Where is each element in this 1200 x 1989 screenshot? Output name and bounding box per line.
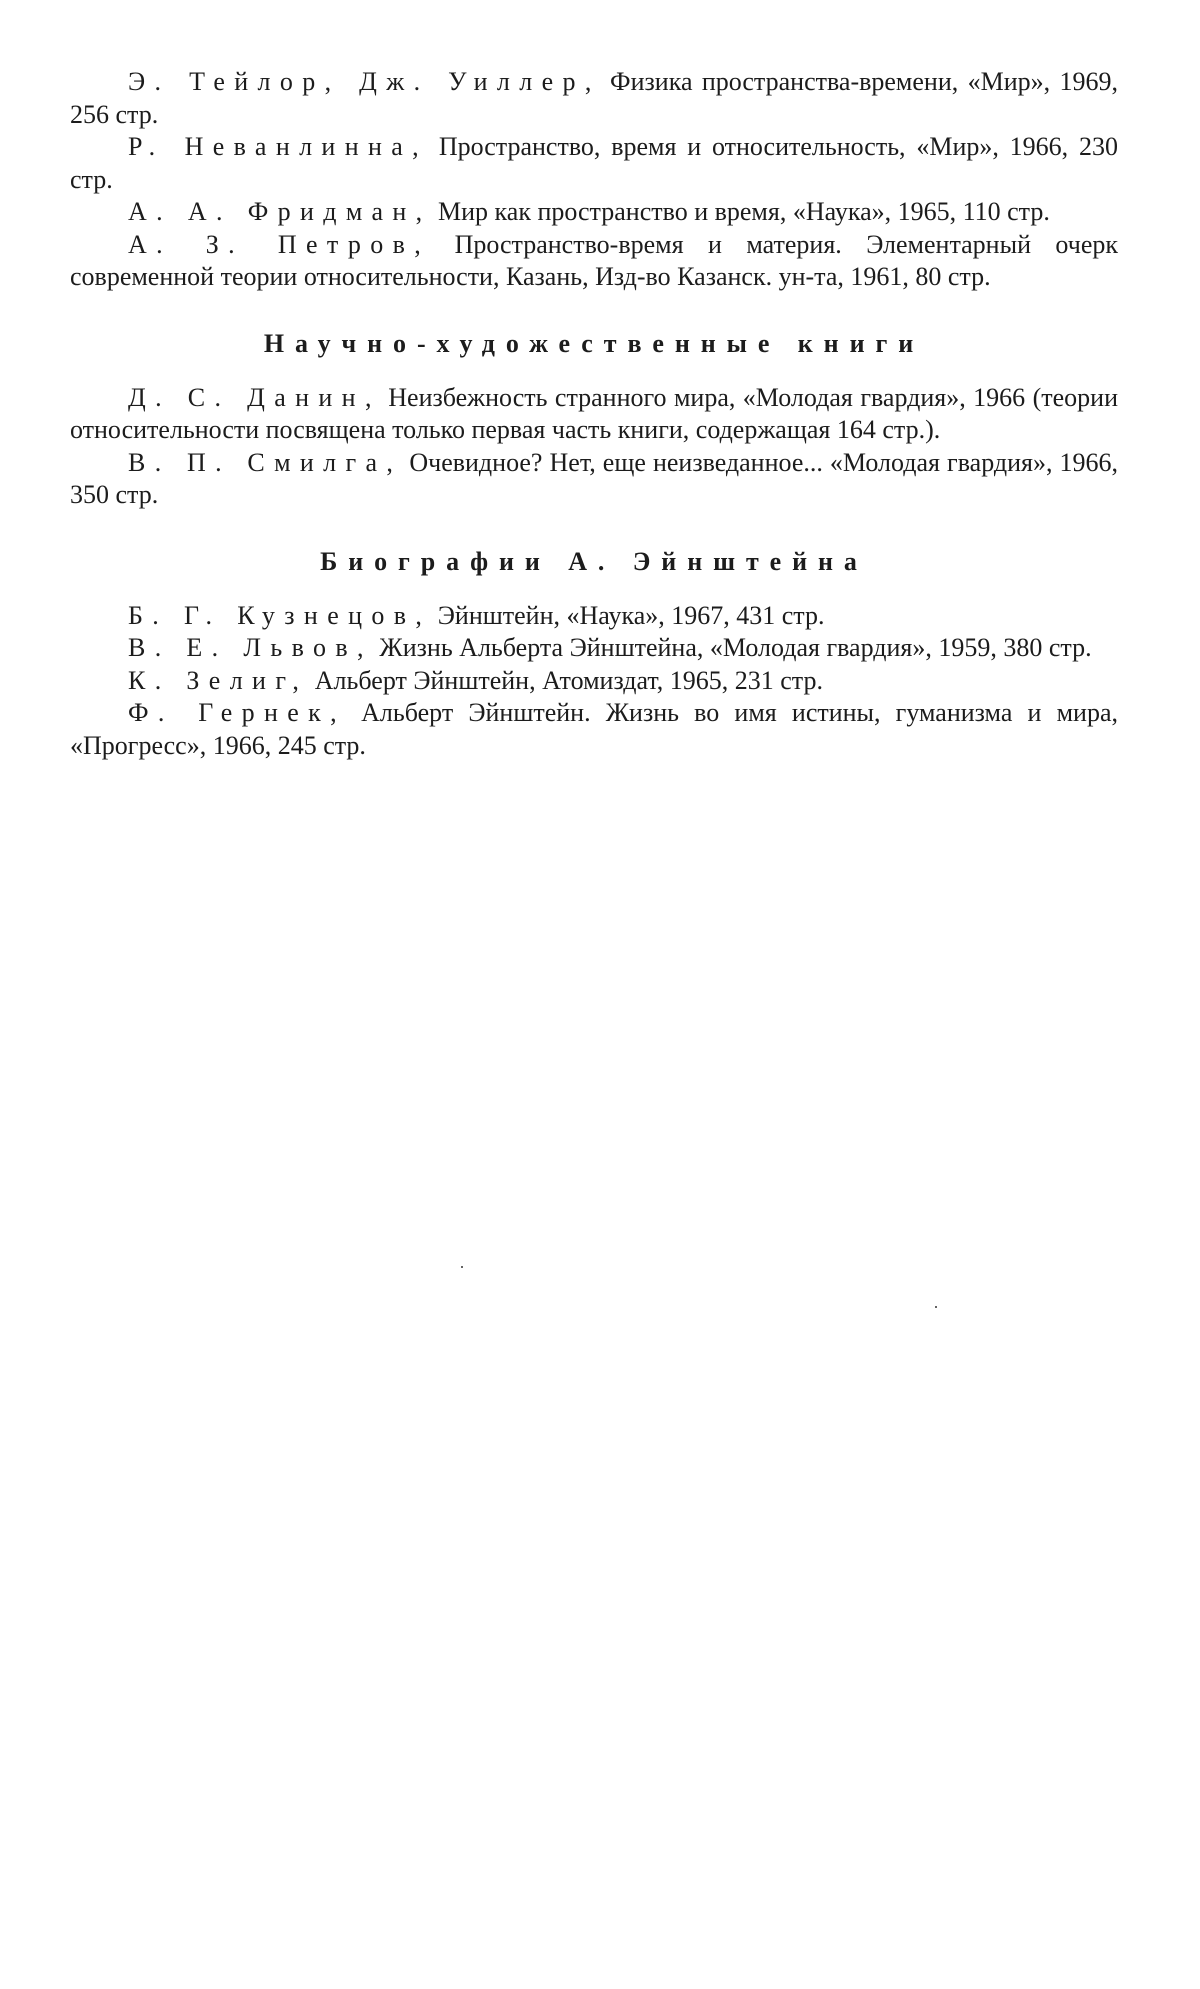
bibliography-entry <box>70 382 1118 447</box>
entry-text: Пространство, время и относительность, «Мир», 1966, 230 стр. <box>70 132 1118 194</box>
bibliography-entry <box>70 697 1118 762</box>
entry-text: Альберт Эйнштейн. Жизнь во имя истины, гуманизма и мира, «Прогресс», 1966, 245 стр. <box>70 698 1118 760</box>
bibliography-entry <box>70 632 1118 665</box>
entry-text: Очевидное? Нет, еще неизведанное... «Молодая гвардия», 1966, 350 стр. <box>70 447 1119 509</box>
bibliography-page <box>70 66 1118 762</box>
section-heading: Биографии А. Эйнштейна <box>320 546 868 576</box>
entry-author: Б. Г. Кузнецов, <box>128 600 432 630</box>
entry-author: Ф. Гернек, <box>128 698 346 727</box>
entry-author: В. П. Смилга, <box>128 447 403 477</box>
scan-speck <box>935 1306 937 1308</box>
entry-text: Пространство-время и материя. Элементарный очерк современной теории относительности, Казань, Изд-во Казанск. ун-та, 1961, 80 стр. <box>70 229 1118 291</box>
section-biographies <box>70 546 1118 763</box>
bibliography-entry <box>70 665 1118 698</box>
entry-author: А. З. Петров, <box>128 229 431 259</box>
entry-author: Э. Тейлор, Дж. Уиллер, <box>128 67 601 96</box>
scan-speck <box>461 1266 463 1268</box>
section-general <box>70 66 1118 294</box>
bibliography-entry <box>70 131 1118 196</box>
entry-author: В. Е. Львов, <box>128 633 373 662</box>
bibliography-entry <box>70 229 1118 294</box>
entry-author: Р. Неванлинна, <box>128 132 429 161</box>
entry-text: Физика пространства-времени, «Мир», 1969, 256 стр. <box>70 67 1118 129</box>
entry-text: Мир как пространство и время, «Наука», 1965, 110 стр. <box>431 197 1050 226</box>
section-heading: Научно-художественные книги <box>263 328 925 358</box>
bibliography-entry <box>70 600 1118 633</box>
entry-author: А. А. Фридман, <box>128 197 432 226</box>
bibliography-entry <box>70 447 1118 512</box>
bibliography-entry <box>70 196 1118 229</box>
entry-author: К. Зелиг, <box>128 665 309 695</box>
entry-text: Неизбежность странного мира, «Молодая гвардия», 1966 (теории относительности посвящена только первая часть книги, содержащая 164 стр.). <box>70 382 1119 444</box>
section-popular-science <box>70 328 1118 512</box>
entry-text: Жизнь Альберта Эйнштейна, «Молодая гвардия», 1959, 380 стр. <box>372 633 1092 662</box>
entry-text: Альберт Эйнштейн, Атомиздат, 1965, 231 стр. <box>308 665 823 695</box>
entry-author: Д. С. Данин, <box>128 382 381 412</box>
entry-text: Эйнштейн, «Наука», 1967, 431 стр. <box>431 600 825 630</box>
bibliography-entry <box>70 66 1118 131</box>
